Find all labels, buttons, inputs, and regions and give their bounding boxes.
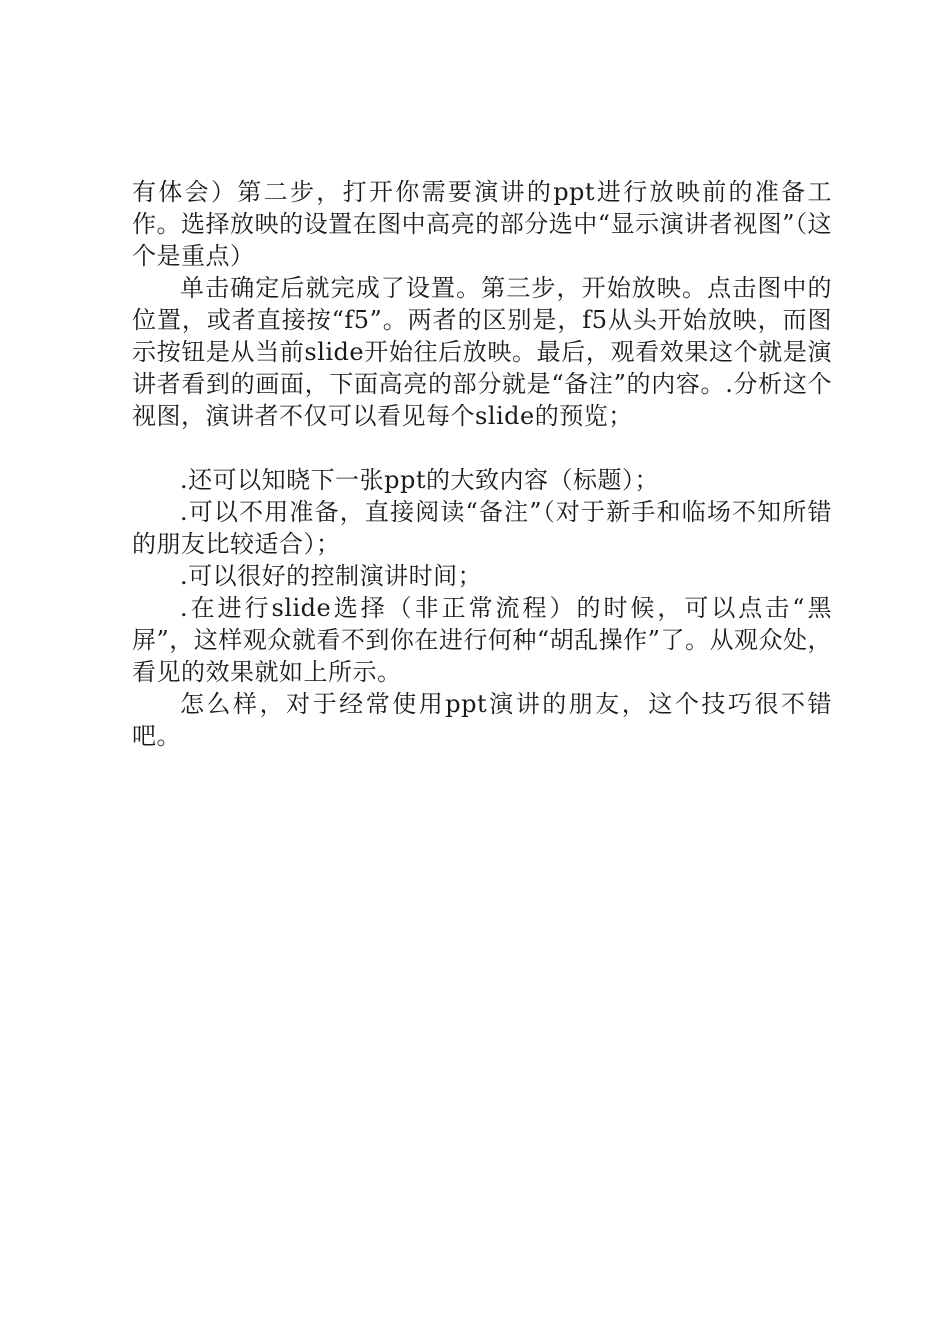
paragraph-1: 有体会）第二步，打开你需要演讲的ppt进行放映前的准备工作。选择放映的设置在图中高亮的部分选中“显示演讲者视图”（这个是重点） [132,178,832,270]
document-body [132,176,832,752]
paragraph-4: .可以不用准备，直接阅读“备注”（对于新手和临场不知所错的朋友比较适合）； [132,498,832,558]
paragraph-spacer [132,432,832,464]
paragraph-3: .还可以知晓下一张ppt的大致内容（标题）； [180,466,659,494]
paragraph-5: .可以很好的控制演讲时间； [180,562,483,590]
paragraph-6: .在进行slide选择（非正常流程）的时候，可以点击“黑屏”，这样观众就看不到你在进行何种“胡乱操作”了。从观众处，看见的效果就如上所示。 [132,594,832,686]
paragraph-7: 怎么样，对于经常使用ppt演讲的朋友，这个技巧很不错吧。 [132,690,832,750]
paragraph-2: 单击确定后就完成了设置。第三步，开始放映。点击图中的位置，或者直接按“f5”。两者的区别是，f5从头开始放映，而图示按钮是从当前slide开始往后放映。最后，观看效果这个就是演讲者看到的画面，下面高亮的部分就是“备注”的内容。.分析这个视图，演讲者不仅可以看见每个slide的预览； [132,274,832,430]
